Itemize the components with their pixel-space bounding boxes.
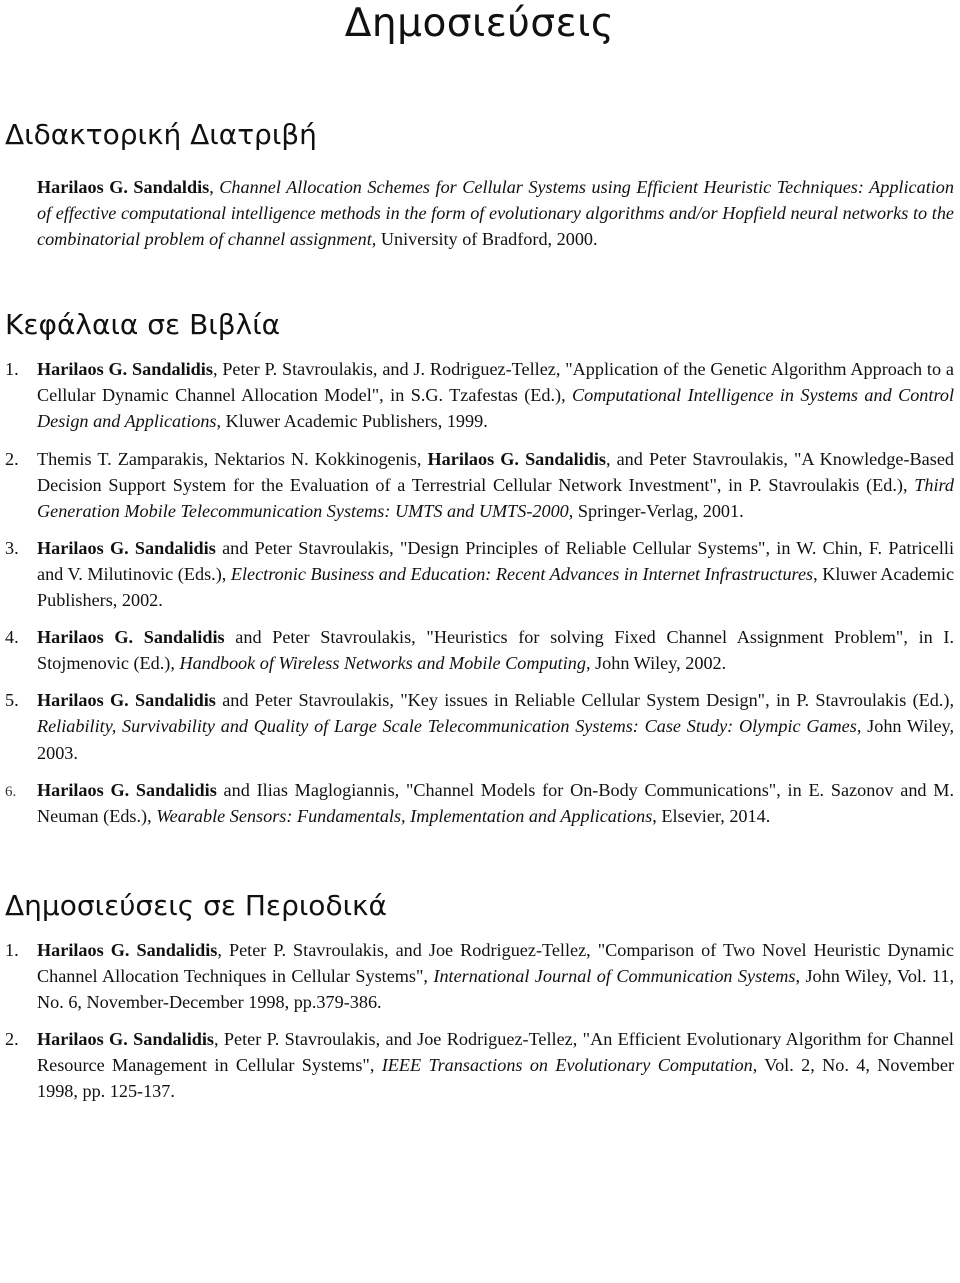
journal-article-item <box>5 1026 954 1104</box>
author-name: Harilaos G. Sandalidis <box>37 627 225 648</box>
author-name: Harilaos G. Sandalidis <box>37 1029 214 1050</box>
citation-text: , University of Bradford, 2000. <box>371 229 598 250</box>
citation <box>37 446 954 524</box>
citation <box>37 777 954 829</box>
author-name: Harilaos G. Sandalidis <box>427 448 606 469</box>
citation-text: , John Wiley, 2003. <box>37 716 955 763</box>
book-chapter-item <box>5 624 954 676</box>
citation-text: , Peter P. Stavroulakis, and J. Rodriguez-Tellez, "Application of the Genetic Algorithm Approach to a Cellular Dynamic Channel Allocation Model", in S.G. Tzafestas (Ed.), <box>37 359 954 406</box>
citation <box>37 356 954 434</box>
publication-title: Computational Intelligence in Systems and Control Design and Applications <box>37 385 954 432</box>
thesis-citation <box>37 174 954 252</box>
citation <box>37 1026 954 1104</box>
list-number: 2. <box>5 448 19 469</box>
list-number: 1. <box>5 939 19 960</box>
book-chapter-item <box>5 535 954 613</box>
author-name: Harilaos G. Sandalidis <box>37 359 213 380</box>
section-heading-journals: Δημοσιεύσεις σε Περιοδικά <box>5 888 388 922</box>
citation-text: , Vol. 2, No. 4, November 1998, pp. 125-137. <box>37 1055 955 1102</box>
author-name: Harilaos G. Sandalidis <box>37 939 218 960</box>
section-heading-thesis: Διδακτορική Διατριβή <box>5 118 317 151</box>
publication-title: Third Generation Mobile Telecommunication Systems: UMTS and UMTS-2000 <box>37 474 954 521</box>
publication-title: Reliability, Survivability and Quality of Large Scale Telecommunication Systems: Case Study: Olympic Games <box>37 716 857 737</box>
book-chapter-item <box>5 777 954 829</box>
citation-text: , John Wiley, Vol. 11, No. 6, November-December 1998, pp.379-386. <box>37 965 954 1012</box>
citation <box>37 687 954 765</box>
citation-text: , Kluwer Academic Publishers, 1999. <box>216 411 488 432</box>
author-name: Harilaos G. Sandalidis <box>37 779 217 800</box>
citation-text: and Peter Stavroulakis, "Design Principles of Reliable Cellular Systems", in W. Chin, F. Patricelli and V. Milutinovic (Eds.), <box>37 537 954 584</box>
publication-title: Electronic Business and Education: Recent Advances in Internet Infrastructures <box>230 563 814 584</box>
author-name: Harilaos G. Sandaldis <box>37 177 210 197</box>
citation <box>37 535 954 613</box>
book-chapter-item <box>5 356 954 434</box>
citation <box>37 624 954 676</box>
list-number: 3. <box>5 537 19 558</box>
book-chapter-item <box>5 446 954 524</box>
publication-title: Wearable Sensors: Fundamentals, Implementation and Applications <box>156 805 653 826</box>
author-name: Harilaos G. Sandalidis <box>37 537 216 558</box>
page-title: Δημοσιεύσεις <box>344 1 615 46</box>
publication-title: Handbook of Wireless Networks and Mobile Computing <box>179 653 586 674</box>
citation-text: and Peter Stavroulakis, "Heuristics for solving Fixed Channel Assignment Problem", in I. Stojmenovic (Ed.), <box>37 627 954 674</box>
list-number: 6. <box>5 783 17 800</box>
list-number: 1. <box>5 359 19 380</box>
citation-text: , Peter P. Stavroulakis, and Joe Rodriguez-Tellez, "Comparison of Two Novel Heuristic Dynamic Channel Allocation Techniques in Cellular Systems", <box>37 939 954 986</box>
citation-text: , and Peter Stavroulakis, "A Knowledge-Based Decision Support System for the Evaluation of a Terrestrial Cellular Network Investment", in P. Stavroulakis (Ed.), <box>37 448 955 495</box>
author-name: Harilaos G. Sandalidis <box>37 690 216 711</box>
list-number: 2. <box>5 1029 19 1050</box>
citation-text: , <box>209 177 220 197</box>
journal-articles-list <box>5 937 954 1105</box>
citation-text: , John Wiley, 2002. <box>585 653 727 674</box>
citation <box>37 937 954 1015</box>
journal-article-item <box>5 937 954 1015</box>
list-number: 5. <box>5 690 19 711</box>
book-chapters-list <box>5 356 954 829</box>
section-heading-book-chapters: Κεφάλαια σε Βιβλία <box>5 308 281 342</box>
book-chapter-item <box>5 687 954 765</box>
publication-title: Channel Allocation Schemes for Cellular Systems using Efficient Heuristic Techniques: Application of effective computational intelligence methods in the form of evolutionary algorithms and/or Hopfield neural networks to the combinatorial problem of channel assignment <box>37 177 954 250</box>
citation-text: and Ilias Maglogiannis, "Channel Models for On-Body Communications", in E. Sazonov and M. Neuman (Eds.), <box>37 779 955 826</box>
citation-text: , Elsevier, 2014. <box>652 805 771 826</box>
citation-text: and Peter Stavroulakis, "Key issues in Reliable Cellular System Design", in P. Stavroulakis (Ed.), <box>215 690 954 711</box>
citation-text: , Springer-Verlag, 2001. <box>568 500 744 521</box>
citation-text: , Kluwer Academic Publishers, 2002. <box>37 563 955 611</box>
list-number: 4. <box>5 627 19 648</box>
publication-title: IEEE Transactions on Evolutionary Computation <box>381 1055 753 1076</box>
citation-text: , Peter P. Stavroulakis, and Joe Rodriguez-Tellez, "An Efficient Evolutionary Algorithm for Channel Resource Management in Cellular Systems", <box>37 1029 954 1076</box>
publication-title: International Journal of Communication Systems <box>433 965 796 986</box>
citation-text: Themis T. Zamparakis, Nektarios N. Kokkinogenis, <box>37 448 428 469</box>
